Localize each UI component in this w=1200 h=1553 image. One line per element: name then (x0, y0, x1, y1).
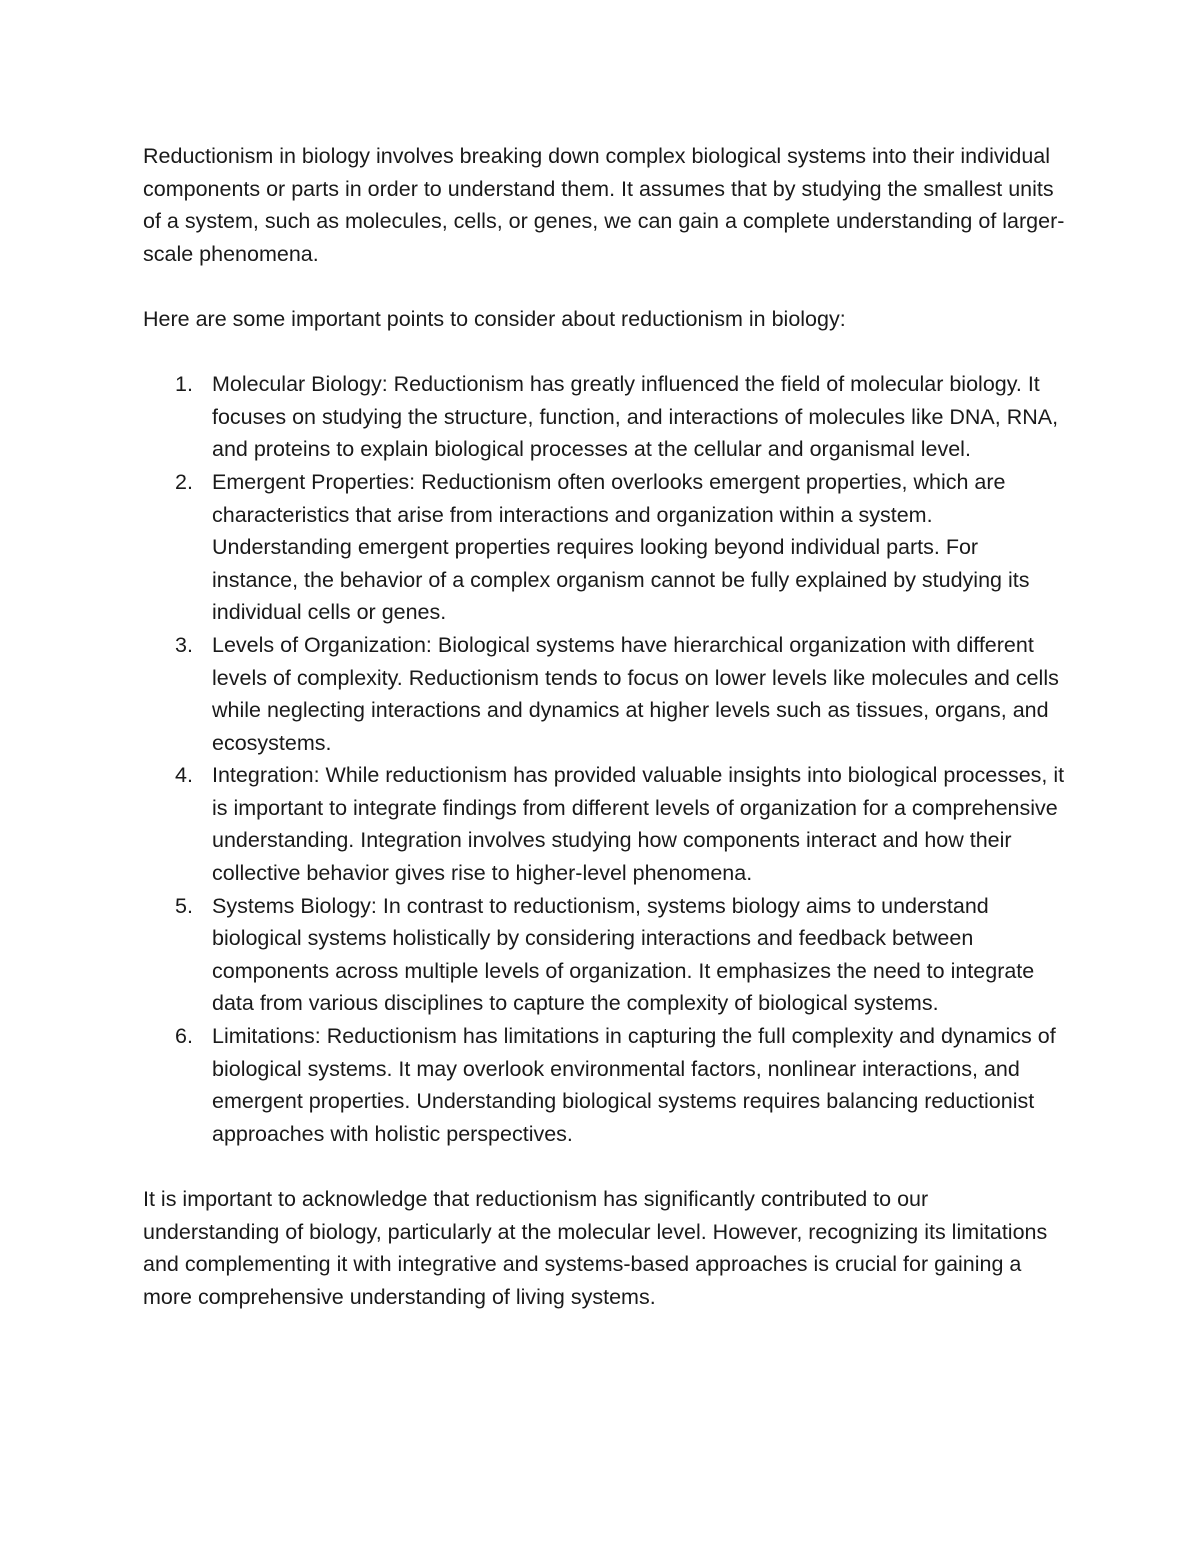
lead-in-paragraph: Here are some important points to consider about reductionism in biology: (143, 306, 846, 331)
list-item-text: Levels of Organization: Biological systems have hierarchical organization with different levels of complexity. Reductionism tends to focus on lower levels like molecules and cells while neglecting interactions and dynamics at higher levels such as tissues, organs, and ecosystems. (212, 632, 1059, 755)
document-body (143, 140, 1068, 1313)
points-list (143, 368, 1068, 1150)
list-item (143, 759, 1068, 889)
list-item-number: 6. (175, 1024, 193, 1049)
list-item (143, 890, 1068, 1020)
list-item-number: 2. (175, 469, 193, 494)
intro-paragraph: Reductionism in biology involves breaking down complex biological systems into their individual components or parts in order to understand them. It assumes that by studying the smallest units of a system, such as molecules, cells, or genes, we can gain a complete understanding of larger-scale phenomena. (143, 144, 1065, 266)
list-item-number: 5. (175, 893, 193, 918)
list-item-text: Molecular Biology: Reductionism has greatly influenced the field of molecular biology. It focuses on studying the structure, function, and interactions of molecules like DNA, RNA, and proteins to explain biological processes at the cellular and organismal level. (212, 372, 1059, 462)
list-item-number: 3. (175, 632, 193, 657)
list-item (143, 1020, 1068, 1150)
list-item-text: Integration: While reductionism has provided valuable insights into biological processes, it is important to integrate findings from different levels of organization for a comprehensive understanding. Integration involves studying how components interact and how their collective behavior gives rise to higher-level phenomena. (212, 763, 1065, 886)
conclusion-paragraph: It is important to acknowledge that reductionism has significantly contributed to our understanding of biology, particularly at the molecular level. However, recognizing its limitations and complementing it with integrative and systems-based approaches is crucial for gaining a more comprehensive understanding of living systems. (143, 1187, 1048, 1309)
list-item-text: Emergent Properties: Reductionism often overlooks emergent properties, which are characteristics that arise from interactions and organization within a system. Understanding emergent properties requires looking beyond individual parts. For instance, the behavior of a complex organism cannot be fully explained by studying its individual cells or genes. (212, 469, 1030, 625)
list-item-number: 1. (175, 372, 193, 397)
list-item (143, 368, 1068, 466)
list-item-number: 4. (175, 763, 193, 788)
list-item (143, 629, 1068, 759)
list-item-text: Systems Biology: In contrast to reductionism, systems biology aims to understand biological systems holistically by considering interactions and feedback between components across multiple levels of organization. It emphasizes the need to integrate data from various disciplines to capture the complexity of biological systems. (212, 893, 1035, 1016)
list-item (143, 466, 1068, 629)
list-item-text: Limitations: Reductionism has limitations in capturing the full complexity and dynamics of biological systems. It may overlook environmental factors, nonlinear interactions, and emergent properties. Understanding biological systems requires balancing reductionist approaches with holistic perspectives. (212, 1024, 1056, 1146)
